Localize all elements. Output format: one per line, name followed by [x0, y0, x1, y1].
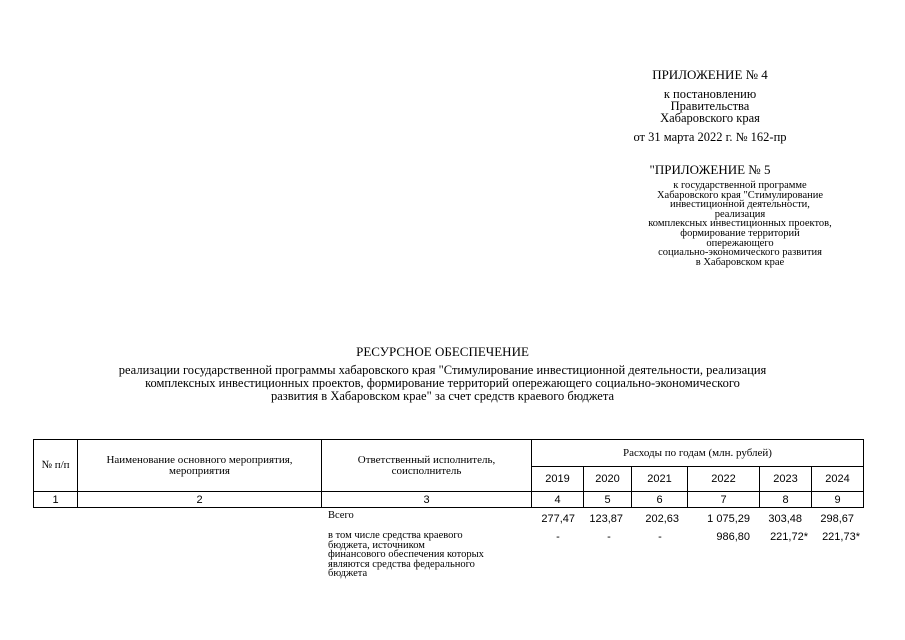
column-number: 3: [322, 492, 532, 508]
appendix5-title: "ПРИЛОЖЕНИЕ № 5: [649, 162, 771, 177]
subtitle-line: комплексных инвестиционных проектов, формирование территорий опережающего социально-экономического: [145, 376, 740, 390]
appendix5-body: [615, 181, 865, 267]
value-cell: 123,87: [589, 513, 623, 525]
year-header: 2021: [632, 467, 688, 492]
resource-table: [33, 439, 864, 508]
document-title: РЕСУРСНОЕ ОБЕСПЕЧЕНИЕ: [356, 344, 529, 359]
row-label-line: в том числе средства краевого: [328, 530, 463, 541]
appendix4-line: к постановлению: [663, 87, 757, 101]
header-num: № п/п: [34, 440, 78, 492]
value-cell: 298,67: [820, 513, 854, 525]
value-cell: -: [607, 531, 611, 543]
year-header: 2022: [688, 467, 760, 492]
column-number: 5: [584, 492, 632, 508]
value-cell: 303,48: [768, 513, 802, 525]
value-cell: 202,63: [645, 513, 679, 525]
row-label-total: Всего: [328, 510, 354, 521]
appendix5-line: формирование территорий: [680, 227, 800, 239]
year-header: 2020: [584, 467, 632, 492]
value-cell: 986,80: [716, 531, 750, 543]
year-header: 2019: [532, 467, 584, 492]
year-header: 2023: [760, 467, 812, 492]
subtitle-line: реализации государственной программы хабаровского края "Стимулирование инвестиционной деятельности, реализация: [118, 363, 767, 377]
value-cell: 277,47: [541, 513, 575, 525]
appendix5-line: реализация: [714, 208, 766, 220]
appendix4-line: Хабаровского края: [660, 111, 760, 125]
header-expenses: Расходы по годам (млн. рублей): [532, 440, 864, 467]
row-label-line: финансового обеспечения которых: [328, 549, 484, 561]
value-cell: 1 075,29: [707, 513, 750, 525]
appendix5-line: инвестиционной деятельности,: [670, 199, 810, 211]
appendix4-date: от 31 марта 2022 г. № 162-пр: [633, 130, 787, 144]
value-cell: -: [658, 531, 662, 543]
row-label-line: бюджета, источником: [328, 539, 425, 551]
subtitle-line: развития в Хабаровском крае" за счет средств краевого бюджета: [270, 389, 615, 403]
appendix4-line: Правительства: [670, 99, 750, 113]
column-number: 8: [760, 492, 812, 508]
appendix5-line: в Хабаровском крае: [695, 256, 785, 268]
appendix4-title: ПРИЛОЖЕНИЕ № 4: [652, 67, 768, 82]
column-number: 2: [78, 492, 322, 508]
document-subtitle: [30, 364, 855, 403]
header-executor: Ответственный исполнитель, соисполнитель: [322, 440, 532, 492]
value-cell: 221,73*: [822, 531, 860, 543]
appendix5-line: опережающего: [706, 237, 774, 249]
column-number: 6: [632, 492, 688, 508]
column-number: 1: [34, 492, 78, 508]
value-cell: -: [556, 531, 560, 543]
column-number: 4: [532, 492, 584, 508]
row-label-line: бюджета: [328, 568, 368, 580]
appendix5-line: Хабаровского края "Стимулирование: [656, 189, 824, 201]
header-measure: Наименование основного мероприятия, мероприятия: [78, 440, 322, 492]
appendix5-line: к государственной программе: [673, 180, 807, 191]
appendix5-line: социально-экономического развития: [658, 247, 822, 259]
row-label-federal: [328, 531, 528, 579]
column-number: 7: [688, 492, 760, 508]
year-header: 2024: [812, 467, 864, 492]
appendix5-line: комплексных инвестиционных проектов,: [648, 218, 832, 230]
value-cell: 221,72*: [770, 531, 808, 543]
row-label-line: являются средства федерального: [328, 558, 475, 570]
column-number: 9: [812, 492, 864, 508]
